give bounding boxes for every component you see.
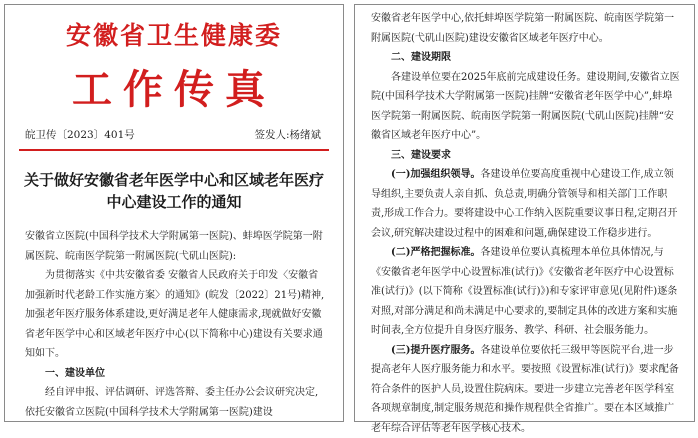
document-number: 皖卫传〔2023〕401号	[25, 127, 135, 143]
fax-page-2	[354, 4, 695, 422]
requirement-2-lead: (二)严格把握标准。	[391, 247, 480, 258]
document-meta-row	[25, 127, 321, 143]
requirement-3-lead: (三)提升医疗服务。	[391, 345, 480, 356]
body-text-page-2	[371, 9, 680, 438]
recipients-paragraph: 安徽省立医院(中国科学技术大学附属第一医院)、蚌埠医学院第一附属医院、皖南医学院第一附属医院(弋矶山医院):	[25, 227, 327, 266]
body-text-page-1	[25, 227, 327, 422]
issuing-organization: 安徽省卫生健康委	[5, 21, 343, 51]
section-3-heading: 三、建设要求	[371, 146, 680, 166]
document-type-heading: 工作传真	[5, 65, 343, 115]
section-1-heading: 一、建设单位	[25, 364, 327, 384]
requirement-1-lead: (一)加强组织领导。	[391, 169, 480, 180]
continued-paragraph: 安徽省老年医学中心,依托蚌埠医学院第一附属医院、皖南医学院第一附属医院(弋矶山医院)建设安徽省区域老年医疗中心。	[371, 9, 680, 48]
red-divider-line	[19, 149, 329, 151]
section-2-heading: 二、建设期限	[371, 48, 680, 68]
requirement-3-paragraph	[371, 341, 680, 438]
requirement-1-text: 各建设单位要高度重视中心建设工作,成立领导组织,主要负责人亲自抓、负总责,明确分管领导和相关部门工作职责,形成工作合力。要将建设中心工作纳入医院重要议事日程,定期召开会议,研究解决建设过程中的困难和问题,确保建设工作稳步进行。	[371, 169, 677, 239]
signer: 签发人:杨绪斌	[254, 127, 321, 143]
requirement-1-paragraph	[371, 165, 680, 243]
fax-page-1	[4, 4, 344, 422]
requirement-2-paragraph	[371, 243, 680, 341]
section-2-paragraph: 各建设单位要在2025年底前完成建设任务。建设期间,安徽省立医院(中国科学技术大学附属第一医院)挂牌“安徽省老年医学中心”,蚌埠医学院第一附属医院、皖南医学院第一附属医院(弋矶山医院)挂牌“安徽省区域老年医疗中心”。	[371, 68, 680, 146]
requirement-2-text: 各建设单位要认真梳理本单位具体情况,与《安徽省老年医学中心设置标准(试行)》《安徽省老年医疗中心设置标准(试行)》(以下简称《设置标准(试行)》)和专家评审意见(见附件)逐条对照,对部分满足和尚未满足中心要求的,要制定具体的改进方案和实施时间表,全方位提升自身医疗服务、教学、科研、社会服务能力。	[371, 247, 677, 336]
intro-paragraph: 为贯彻落实《中共安徽省委 安徽省人民政府关于印发〈安徽省加强新时代老龄工作实施方案〉的通知》(皖发〔2022〕21号)精神,加强老年医疗服务体系建设,更好满足老年人健康需求,现就做好安徽省老年医学中心和区域老年医疗中心(以下简称中心)建设有关要求通知如下。	[25, 266, 327, 364]
requirement-3-text: 各建设单位要依托三级甲等医院平台,进一步提高老年人医疗服务能力和水平。要按照《设置标准(试行)》要求配备符合条件的医护人员,设置住院病床。要进一步建立完善老年医学科室各项规章制度,制定服务规范和操作规程供全省推广。要在本区域推广老年综合评估等老年医学核心技术。	[371, 345, 679, 434]
document-title: 关于做好安徽省老年医学中心和区域老年医疗中心建设工作的通知	[23, 169, 325, 213]
section-1-paragraph: 经自评申报、评估调研、评选答辩、委主任办公会议研究决定,依托安徽省立医院(中国科学技术大学附属第一医院)建设	[25, 383, 327, 422]
